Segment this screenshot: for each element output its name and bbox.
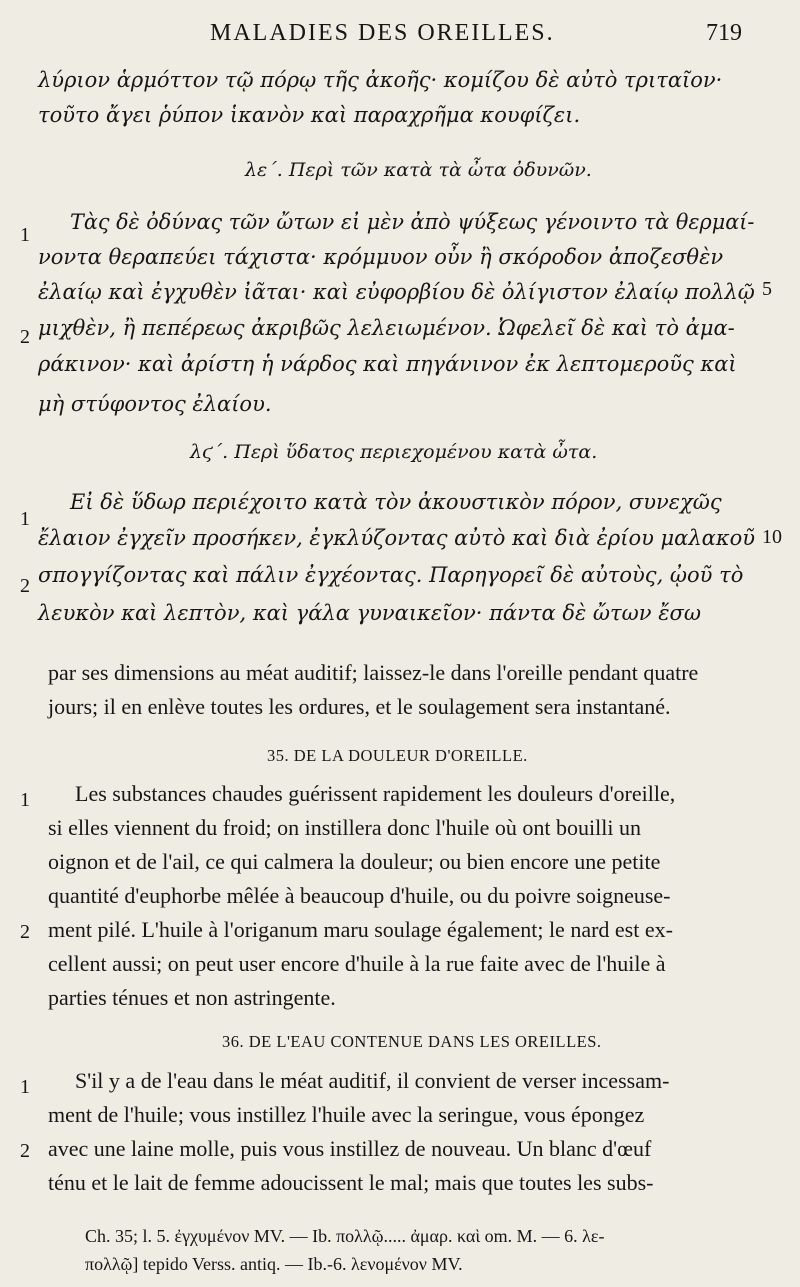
margin-number: 2 (20, 326, 30, 348)
margin-number: 10 (762, 526, 782, 548)
margin-number: 2 (20, 921, 30, 943)
margin-number: 5 (762, 278, 772, 300)
margin-number: 2 (20, 1140, 30, 1162)
margin-number: 2 (20, 575, 30, 597)
margin-number: 1 (20, 1076, 30, 1098)
page-number: 719 (706, 20, 742, 46)
running-title: MALADIES DES OREILLES. (210, 20, 555, 46)
margin-number: 1 (20, 508, 30, 530)
page-header (0, 20, 800, 50)
margin-number: 1 (20, 789, 30, 811)
margin-number: 1 (20, 224, 30, 246)
book-page: MALADIES DES OREILLES. 719 λύριον ἁρμόττον τῷ πόρῳ τῆς ἀκοῆς· κομίζου δὲ αὐτὸ τριταῖον· τοῦτο ἄγει ῥύπον ἱκανὸν καὶ παραχρῆμα κουφίζει. λε΄. Περὶ τῶν κατὰ τὰ ὦτα ὀδυνῶν. 1 Τὰς δὲ ὀδύνας τῶν ὤτων εἰ μὲν ἀπὸ ψύξεως γένοιντο τὰ θερμαί- νοντα θεραπεύει τάχιστα· κρόμμυον οὖν ἢ σκόροδον ἀποζεσθὲν ἐλαίῳ καὶ ἐγχυθὲν ἰᾶται· καὶ εὐφορβίου δὲ ὀλίγιστον ἐλαίῳ πολλῷ 5 2 μιχθὲν, ἢ πεπέρεως ἀκριβῶς λελειωμένον. Ὠφελεῖ δὲ καὶ τὸ ἀμα- ράκινον· καὶ ἀρίστη ἡ νάρδος καὶ πηγάνινον ἐκ λεπτομεροῦς καὶ μὴ στύφοντος ἐλαίου. λϛ΄. Περὶ ὕδατος περιεχομένου κατὰ ὦτα. 1 Εἰ δὲ ὕδωρ περιέχοιτο κατὰ τὸν ἀκουστικὸν πόρον, συνεχῶς ἔλαιον ἐγχεῖν προσήκεν, ἐγκλύζοντας αὐτὸ καὶ διὰ ἐρίου μαλακοῦ 10 2 σπογγίζοντας καὶ πάλιν ἐγχέοντας. Παρηγορεῖ δὲ αὐτοὺς, ᾠοῦ τὸ λευκὸν καὶ λεπτὸν, καὶ γάλα γυναικεῖον· πάντα δὲ ὤτων ἔσω par ses dimensions au méat auditif; laissez-le dans l'oreille pendant quatre jours; il en enlève toutes les ordures, et le soulagement sera instantané. 35. DE LA DOULEUR D'OREILLE. 1 Les substances chaudes guérissent rapidement les douleurs d'oreille, si elles viennent du froid; on instillera donc l'huile où ont bouilli un oignon et de l'ail, ce qui calmera la douleur; ou bien encore une petite quantité d'euphorbe mêlée à beaucoup d'huile, ou du poivre soigneuse- 2 ment pilé. L'huile à l'origanum maru soulage également; le nard est ex- cellent aussi; on peut user encore d'huile à la rue faite avec de l'huile à parties ténues et non astringente. 36. DE L'EAU CONTENUE DANS LES OREILLES. 1 S'il y a de l'eau dans le méat auditif, il convient de verser incessam- ment de l'huile; vous instillez l'huile avec la seringue, vous épongez 2 avec une laine molle, puis vous instillez de nouveau. Un blanc d'œuf ténu et le lait de femme adoucissent le mal; mais que toutes les subs- Ch. 35; l. 5. ἐγχυμένον MV. — Ib. πολλῷ..... ἀμαρ. καὶ om. M. — 6. λε- πολλῷ] tepido Verss. antiq. — Ib.-6. λενομένον MV. (0, 0, 800, 1287)
